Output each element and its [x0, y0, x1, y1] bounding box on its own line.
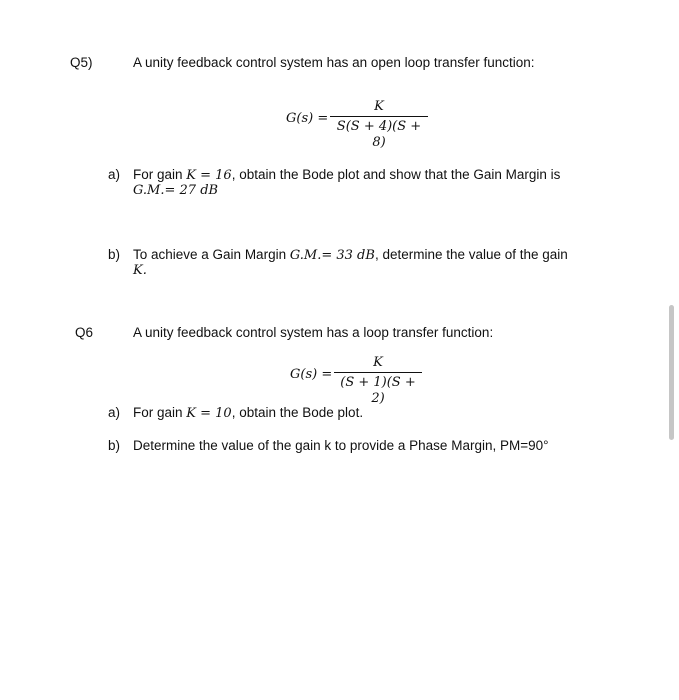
q6-part-a-text-1: For gain: [133, 405, 183, 420]
q5-part-a-line2: G.M.= 27 dB: [133, 183, 219, 198]
q6-part-b-text: Determine the value of the gain k to provide a Phase Margin, PM=90°: [133, 438, 549, 453]
q6-part-a-label: a): [108, 405, 121, 420]
q5-numerator: K: [374, 99, 384, 114]
q5-part-b-line1: [133, 247, 568, 263]
q5-equation-lhs: G(s) =: [286, 111, 329, 126]
q5-part-a-line1: [133, 167, 560, 183]
q5-denominator: S(S + 4)(S + 8): [336, 119, 422, 150]
q6-part-a-math-1: K = 10: [186, 406, 232, 421]
q6-part-b-label: b): [108, 438, 121, 453]
q5-fraction: [330, 99, 428, 151]
q6-part-a-line1: [133, 405, 363, 421]
q5-fraction-bar: [330, 116, 428, 117]
q5-label: Q5): [70, 55, 93, 70]
q5-question-text: A unity feedback control system has an open loop transfer function:: [133, 55, 535, 70]
q5-part-a-text-2: , obtain the Bode plot and show that the Gain Margin is: [231, 167, 561, 182]
q6-numerator: K: [373, 355, 383, 370]
q5-part-a-math-1: K = 16: [186, 168, 232, 183]
vertical-scrollbar-thumb[interactable]: [669, 305, 674, 440]
q5-part-b-text-2: , determine the value of the gain: [374, 247, 568, 262]
q6-fraction: [334, 355, 422, 407]
q5-part-b-label: b): [108, 247, 121, 262]
q6-part-a-text-2: , obtain the Bode plot.: [231, 405, 364, 420]
q6-denominator: (S + 1)(S + 2): [340, 375, 416, 406]
q5-part-b-line2: K.: [133, 263, 147, 278]
q6-equation-lhs: G(s) =: [290, 367, 333, 382]
q5-part-b-math-1: G.M.= 33 dB: [289, 248, 375, 263]
q6-label: Q6: [75, 325, 94, 340]
q6-fraction-bar: [334, 372, 422, 373]
q5-part-a-text-1: For gain: [133, 167, 183, 182]
q6-question-text: A unity feedback control system has a loop transfer function:: [133, 325, 494, 340]
q5-part-a-label: a): [108, 167, 121, 182]
q5-part-b-text-1: To achieve a Gain Margin: [133, 247, 287, 262]
